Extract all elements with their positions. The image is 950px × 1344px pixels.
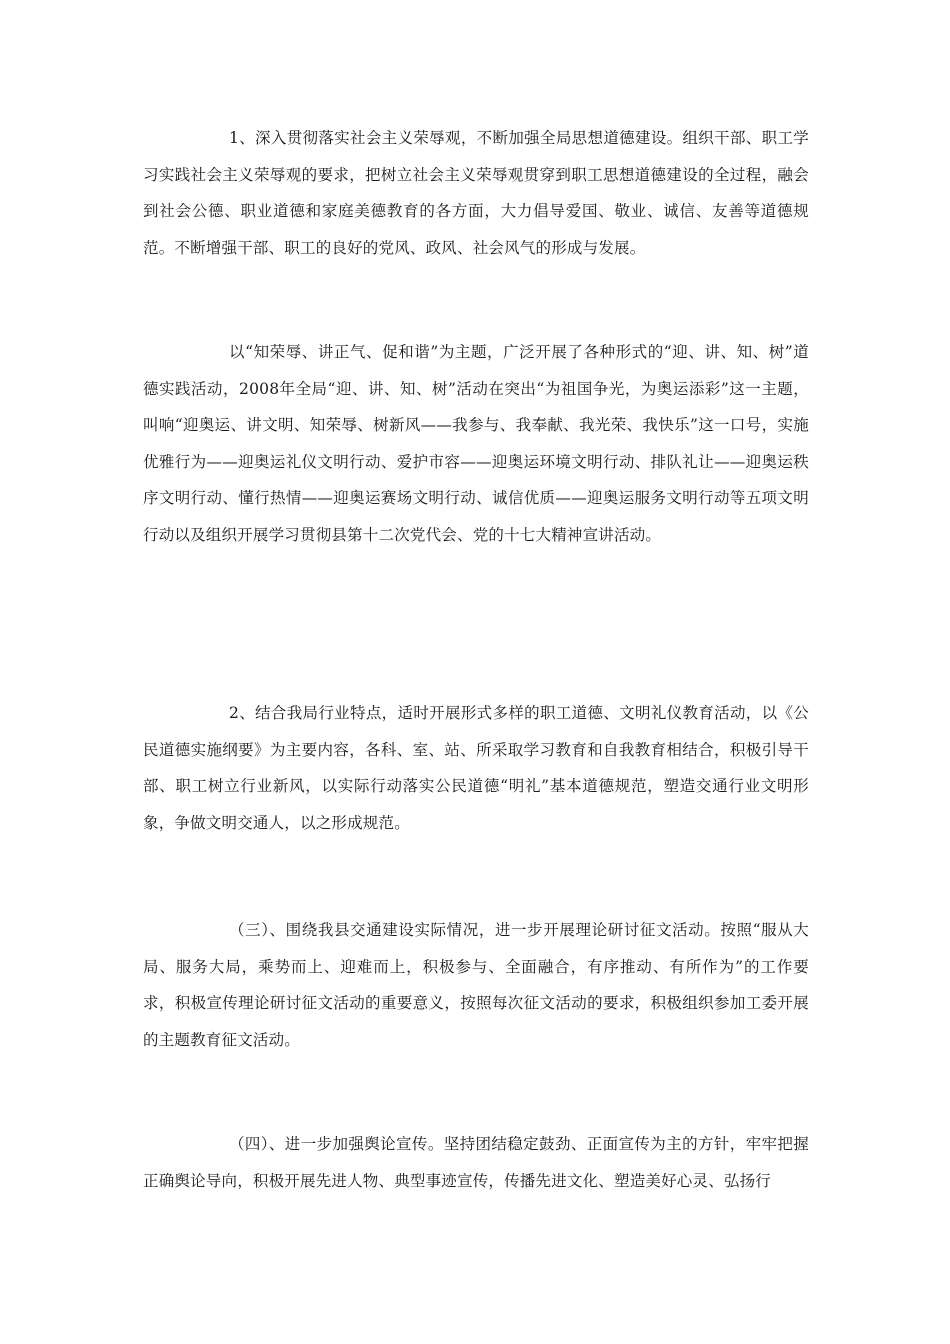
paragraph-5: （四）、进一步加强舆论宣传。坚持团结稳定鼓劲、正面宣传为主的方针，牢牢把握正确舆论导向，积极开展先进人物、典型事迹宣传，传播先进文化、塑造美好心灵、弘扬行 xyxy=(143,1135,809,1190)
paragraph-2: 以“知荣辱、讲正气、促和谐”为主题，广泛开展了各种形式的“迎、讲、知、树”道德实践活动，2008年全局“迎、讲、知、树”活动在突出“为祖国争光，为奥运添彩”这一主题，叫响“迎奥运、讲文明、知荣辱、树新风——我参与、我奉献、我光荣、我快乐”这一口号，实施优雅行为——迎奥运礼仪文明行动、爱护市容——迎奥运环境文明行动、排队礼让——迎奥运秩序文明行动、懂行热情——迎奥运赛场文明行动、诚信优质——迎奥运服务文明行动等五项文明行动以及组织开展学习贯彻县第十二次党代会、党的十七大精神宣讲活动。 xyxy=(143,343,809,544)
paragraph-3: 2、结合我局行业特点，适时开展形式多样的职工道德、文明礼仪教育活动，以《公民道德实施纲要》为主要内容，各科、室、站、所采取学习教育和自我教育相结合，积极引导干部、职工树立行业新风，以实际行动落实公民道德“明礼”基本道德规范，塑造交通行业文明形象，争做文明交通人，以之形成规范。 xyxy=(143,704,809,832)
paragraph-1: 1、深入贯彻落实社会主义荣辱观，不断加强全局思想道德建设。组织干部、职工学习实践社会主义荣辱观的要求，把树立社会主义荣辱观贯穿到职工思想道德建设的全过程，融会到社会公德、职业道德和家庭美德教育的各方面，大力倡导爱国、敬业、诚信、友善等道德规范。不断增强干部、职工的良好的党风、政风、社会风气的形成与发展。 xyxy=(143,129,809,257)
paragraph-4: （三）、围绕我县交通建设实际情况，进一步开展理论研讨征文活动。按照“服从大局、服务大局，乘势而上、迎难而上，积极参与、全面融合，有序推动、有所作为”的工作要求，积极宣传理论研讨征文活动的重要意义，按照每次征文活动的要求，积极组织参加工委开展的主题教育征文活动。 xyxy=(143,921,809,1049)
